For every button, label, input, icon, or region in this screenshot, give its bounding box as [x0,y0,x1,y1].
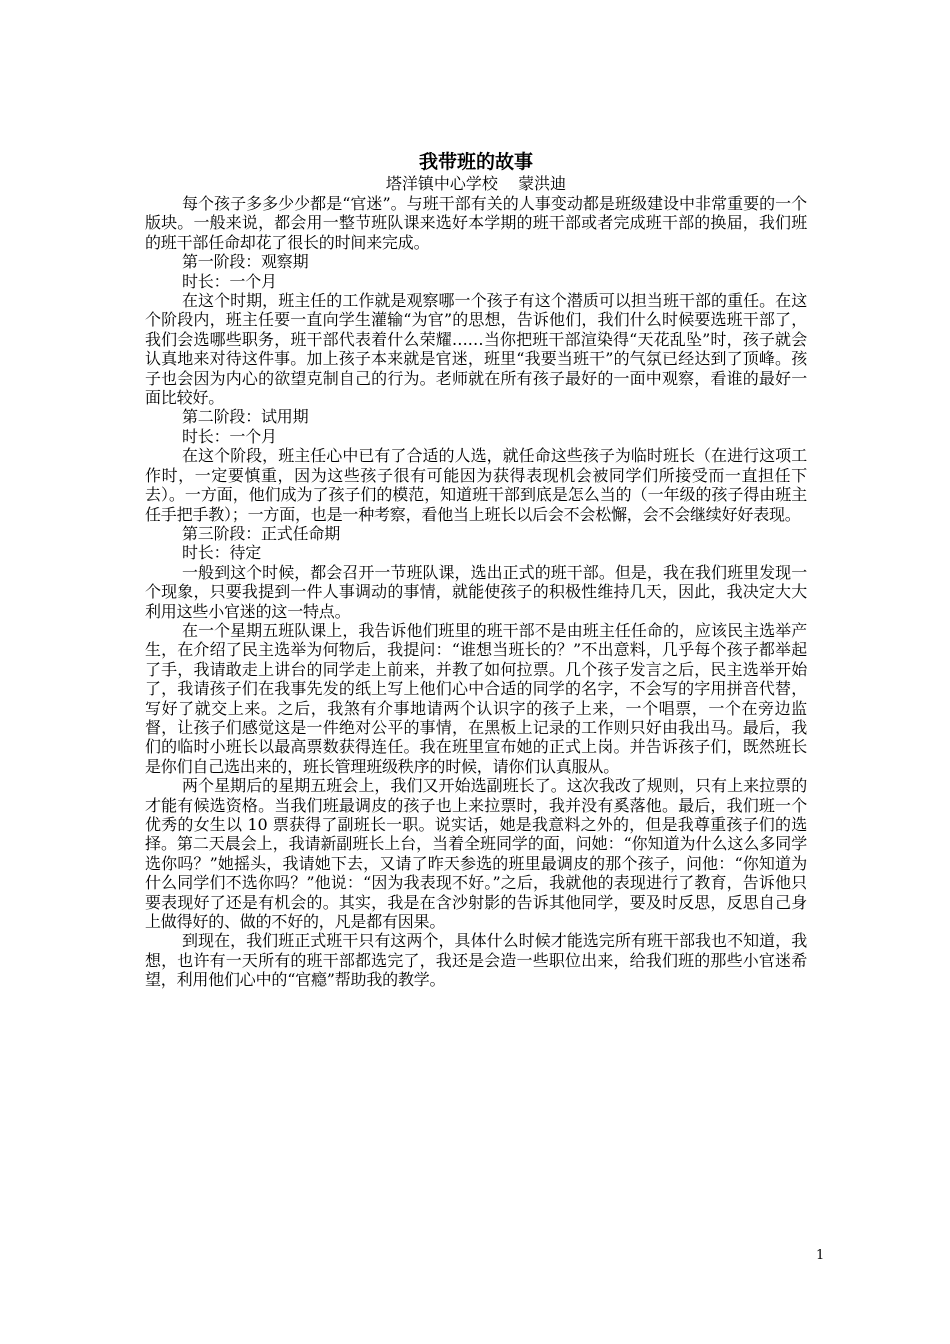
paragraph-intro: 每个孩子多多少少都是“官迷”。与班干部有关的人事变动都是班级建设中非常重要的一个版块。一般来说，都会用一整节班队课来选好本学期的班干部或者完成班干部的换届，我们班的班干部任命却花了很长的时间来完成。 [145,194,807,252]
stage-three-heading: 第三阶段：正式任命期 [182,523,341,543]
stage-two-paragraph: 在这个阶段，班主任心中已有了合适的人选，就任命这些孩子为临时班长（在进行这项工作时，一定要慎重，因为这些孩子很有可能因为获得表现机会被同学们所接受而一直担任下去）。一方面，他们成为了孩子们的模范，知道班干部到底是怎么当的（一年级的孩子得由班主任手把手教）；一方面，也是一种考察，看他当上班长以后会不会松懈，会不会继续好好表现。 [145,446,807,524]
stage-two-duration: 时长：一个月 [182,426,277,446]
stage-three-paragraph-1: 一般到这个时候，都会召开一节班队课，选出正式的班干部。但是，我在我们班里发现一个现象，只要我提到一件人事调动的事情，就能使孩子的积极性维持几天，因此，我决定大大利用这些小官迷的这一特点。 [145,562,807,621]
stage-three-duration: 时长：待定 [182,543,262,563]
document-title: 我带班的故事 [418,151,533,173]
author-line: 塔洋镇中心学校 蒙洪迪 [385,174,567,193]
conclusion-paragraph: 到现在，我们班正式班干只有这两个，具体什么时候才能选完所有班干部我也不知道，我想，也许有一天所有的班干部都选完了，我还是会造一些职位出来，给我们班的那些小官迷希望，利用他们心中的“官瘾”帮助我的教学。 [145,931,807,990]
document-body [145,150,807,990]
stage-one-heading: 第一阶段：观察期 [182,252,309,272]
page-number: 1 [816,1248,825,1263]
stage-one-duration: 时长：一个月 [182,271,277,291]
stage-one-paragraph: 在这个时期，班主任的工作就是观察哪一个孩子有这个潜质可以担当班干部的重任。在这个阶段内，班主任要一直向学生灌输“为官”的思想，告诉他们，我们什么时候要选班干部了，我们会选哪些职务，班干部代表着什么荣耀……当你把班干部渲染得“天花乱坠”时，孩子就会认真地来对待这件事。加上孩子本来就是官迷，班里“我要当班干”的气氛已经达到了顶峰。孩子也会因为内心的欲望克制自己的行为。老师就在所有孩子最好的一面中观察，看谁的最好一面比较好。 [145,291,807,408]
stage-three-paragraph-3: 两个星期后的星期五班会上，我们又开始选副班长了。这次我改了规则，只有上来拉票的才能有候选资格。当我们班最调皮的孩子也上来拉票时，我并没有奚落他。最后，我们班一个优秀的女生以 10 票获得了副班长一职。说实话，她是我意料之外的，但是我尊重孩子们的选择。第二天晨会上，我请新副班长上台，当着全班同学的面，问她：“你知道为什么这么多同学选你吗？”她摇头，我请她下去，又请了昨天参选的班里最调皮的那个孩子，问他：“你知道为什么同学们不选你吗？”他说：“因为我表现不好。”之后，我就他的表现进行了教育，告诉他只要表现好了还是有机会的。其实，我是在含沙射影的告诉其他同学，要及时反思，反思自己身上做得好的、做的不好的，凡是都有因果。 [145,776,807,932]
stage-two-heading: 第二阶段：试用期 [182,407,309,427]
stage-three-paragraph-2: 在一个星期五班队课上，我告诉他们班里的班干部不是由班主任任命的，应该民主选举产生，在介绍了民主选举为何物后，我提问：“谁想当班长的？”不出意料，几乎每个孩子都举起了手，我请敢走上讲台的同学走上前来，并教了如何拉票。几个孩子发言之后，民主选举开始了，我请孩子们在我事先发的纸上写上他们心中合适的同学的名字，不会写的字用拼音代替，写好了就交上来。之后，我煞有介事地请两个认识字的孩子上来，一个唱票，一个在旁边监督，让孩子们感觉这是一件绝对公平的事情，在黑板上记录的工作则只好由我出马。最后，我们的临时小班长以最高票数获得连任。我在班里宣布她的正式上岗。并告诉孩子们，既然班长是你们自己选出来的，班长管理班级秩序的时候，请你们认真服从。 [145,620,807,776]
